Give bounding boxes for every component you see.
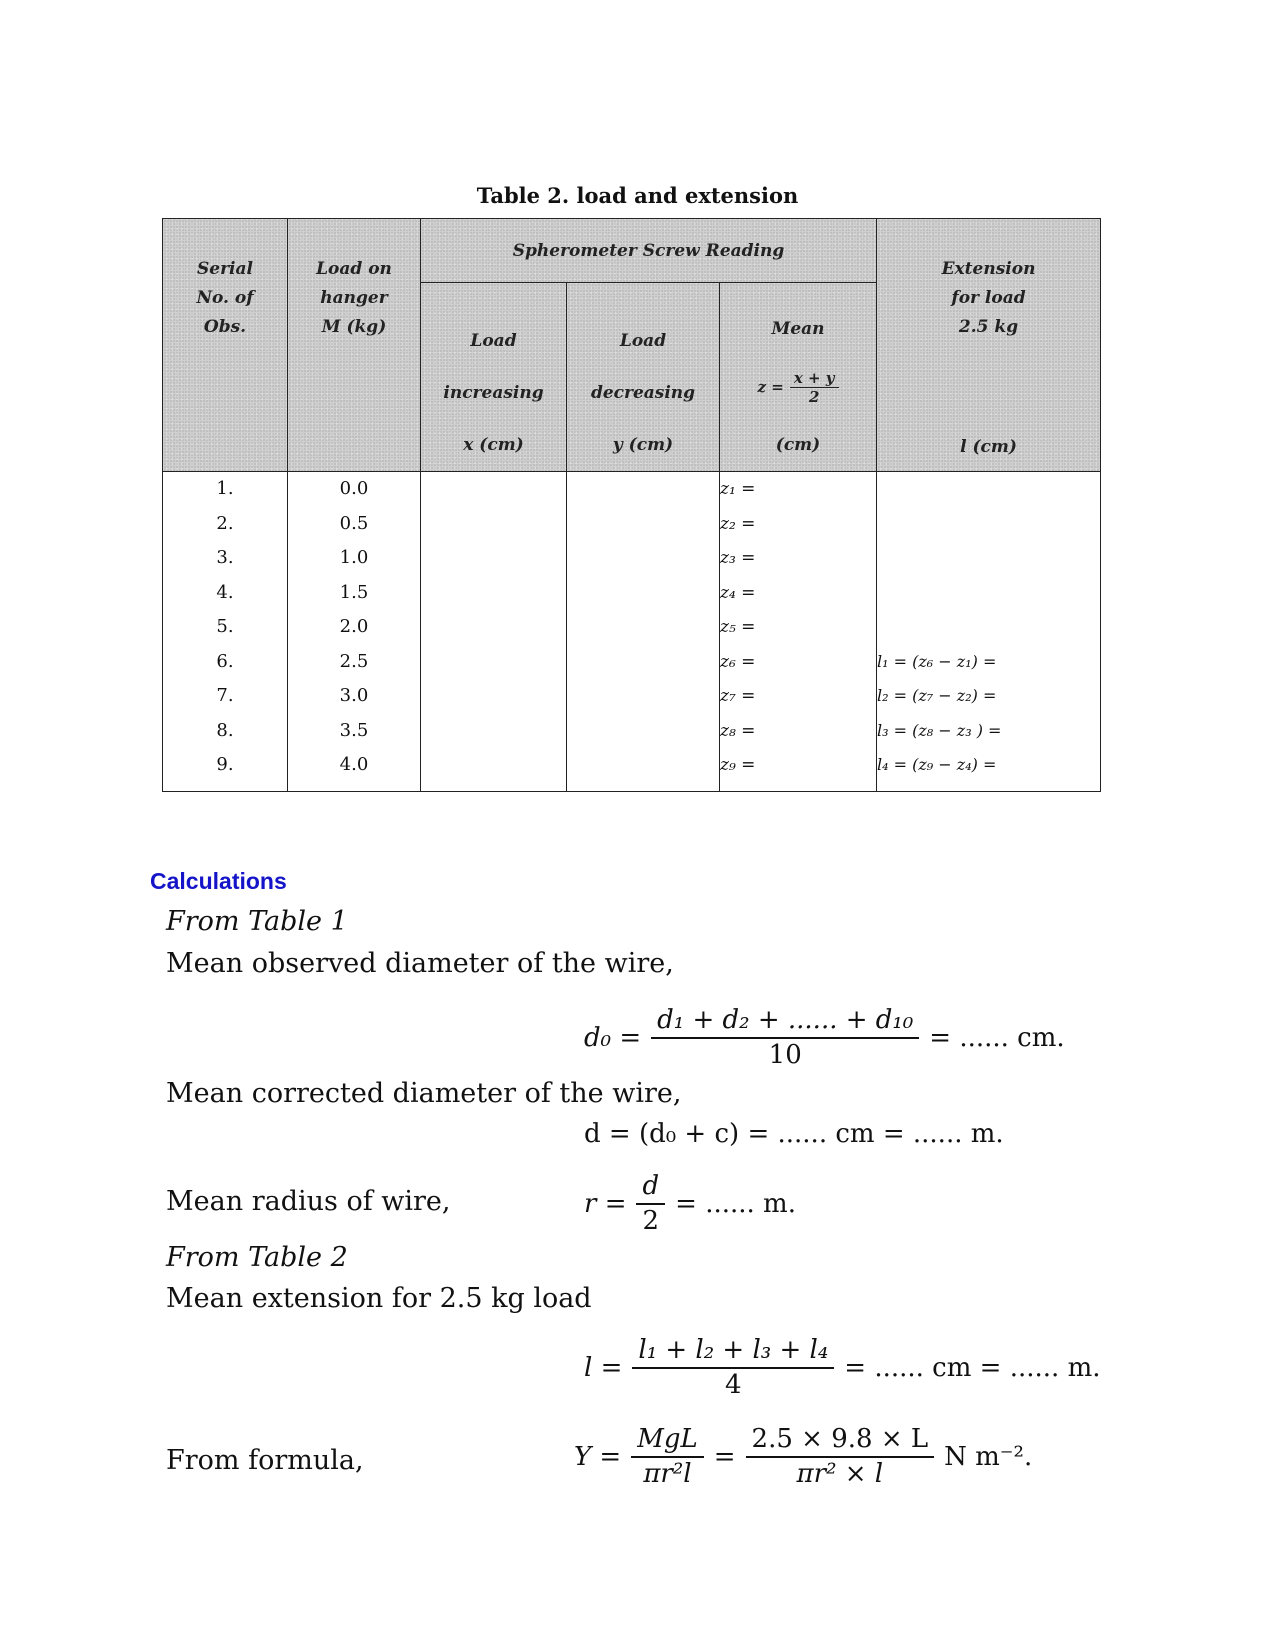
extension-cell: l₁ = (z₆ − z₁) = xyxy=(877,651,997,671)
serial-cell: 1. xyxy=(216,478,234,499)
serial-cell: 9. xyxy=(216,754,234,775)
serial-cell: 6. xyxy=(216,650,234,672)
mean-formula: z = $\frac{x + y}{2}$ xyxy=(758,369,839,406)
mean-cell: z₇ = xyxy=(720,686,756,706)
mean-cell: z₃ = xyxy=(720,548,756,568)
mean-cell: z₆ = xyxy=(720,651,756,672)
equation-d: d = (d₀ + c) = ...... cm = ...... m. xyxy=(584,1119,1004,1149)
header-load-decreasing: Load decreasing y (cm) xyxy=(567,283,720,472)
serial-cell: 4. xyxy=(216,581,234,603)
extension-column xyxy=(877,472,1101,792)
load-cell: 2.0 xyxy=(339,616,369,637)
mean-cell: z₈ = xyxy=(720,720,756,741)
extension-cell: l₄ = (z₉ − z₄) = xyxy=(877,755,997,774)
calculations-heading: Calculations xyxy=(150,868,287,894)
serial-cell: 7. xyxy=(216,685,234,706)
load-cell: 3.0 xyxy=(339,685,369,706)
extension-cell xyxy=(877,507,1100,542)
header-extension: Extension for load 2.5 kg l (cm) xyxy=(877,219,1101,472)
equation-r: r = $\frac{d}{2}$ = ...... m. xyxy=(584,1171,796,1236)
mean-cell: z₉ = xyxy=(720,755,756,775)
load-cell: 1.0 xyxy=(339,547,369,568)
extension-cell xyxy=(877,541,1100,576)
mean-cell: z₄ = xyxy=(720,582,756,603)
header-load-increasing: Load increasing x (cm) xyxy=(421,283,567,472)
load-extension-table xyxy=(162,218,1101,792)
serial-cell: 8. xyxy=(216,719,234,741)
serial-cell: 2. xyxy=(216,512,234,534)
load-cell: 3.5 xyxy=(339,719,369,741)
equation-youngs-modulus: Y = $\frac{\text{MgL}}{\text{πr²l}}$ = $\frac{2.5 \times 9.8 \times L}{\text{πr² × l}}$ N m⁻². xyxy=(574,1424,1033,1489)
serial-cell: 5. xyxy=(216,616,234,637)
header-mean: Mean z = $\frac{x + y}{2}$ (cm) xyxy=(720,283,877,472)
increasing-column xyxy=(421,472,567,792)
mean-cell: z₁ = xyxy=(720,479,756,499)
mean-observed-diameter-label: Mean observed diameter of the wire, xyxy=(166,948,674,979)
mean-cell: z₂ = xyxy=(720,513,756,534)
load-cell: 1.5 xyxy=(339,581,369,603)
mean-cell: z₅ = xyxy=(720,617,756,637)
decreasing-column xyxy=(567,472,720,792)
header-load: Load on hanger M (kg) xyxy=(288,219,421,472)
header-spherometer-group: Spherometer Screw Reading xyxy=(421,219,877,283)
extension-cell: l₂ = (z₇ − z₂) = xyxy=(877,686,997,705)
load-cell: 0.5 xyxy=(339,512,369,534)
load-cell: 4.0 xyxy=(339,754,369,775)
mean-column xyxy=(720,472,877,792)
header-serial: Serial No. of Obs. xyxy=(163,219,288,472)
extension-cell xyxy=(877,472,1100,507)
mean-radius-label: Mean radius of wire, xyxy=(166,1186,451,1217)
extension-cell: l₃ = (z₈ − z₃ ) = xyxy=(877,720,1002,740)
extension-cell xyxy=(877,576,1100,611)
load-cell: 0.0 xyxy=(339,478,369,499)
serial-cell: 3. xyxy=(216,547,234,568)
from-table1-label: From Table 1 xyxy=(166,906,348,937)
table-title: Table 2. load and extension xyxy=(476,183,799,208)
from-formula-label: From formula, xyxy=(166,1445,364,1476)
mean-corrected-diameter-label: Mean corrected diameter of the wire, xyxy=(166,1078,682,1109)
load-column xyxy=(288,472,421,792)
mean-extension-label: Mean extension for 2.5 kg load xyxy=(166,1283,592,1314)
extension-cell xyxy=(877,610,1100,645)
from-table2-label: From Table 2 xyxy=(166,1242,348,1273)
equation-d0: d₀ = $\frac{\text{d₁ + d₂ + ...... + d₁₀}}{10}$ = ...... cm. xyxy=(584,1005,1065,1070)
load-cell: 2.5 xyxy=(339,650,369,672)
serial-column xyxy=(163,472,288,792)
equation-l: l = $\frac{\text{l₁ + l₂ + l₃ + l₄}}{4}$ = ...... cm = ...... m. xyxy=(584,1335,1101,1400)
